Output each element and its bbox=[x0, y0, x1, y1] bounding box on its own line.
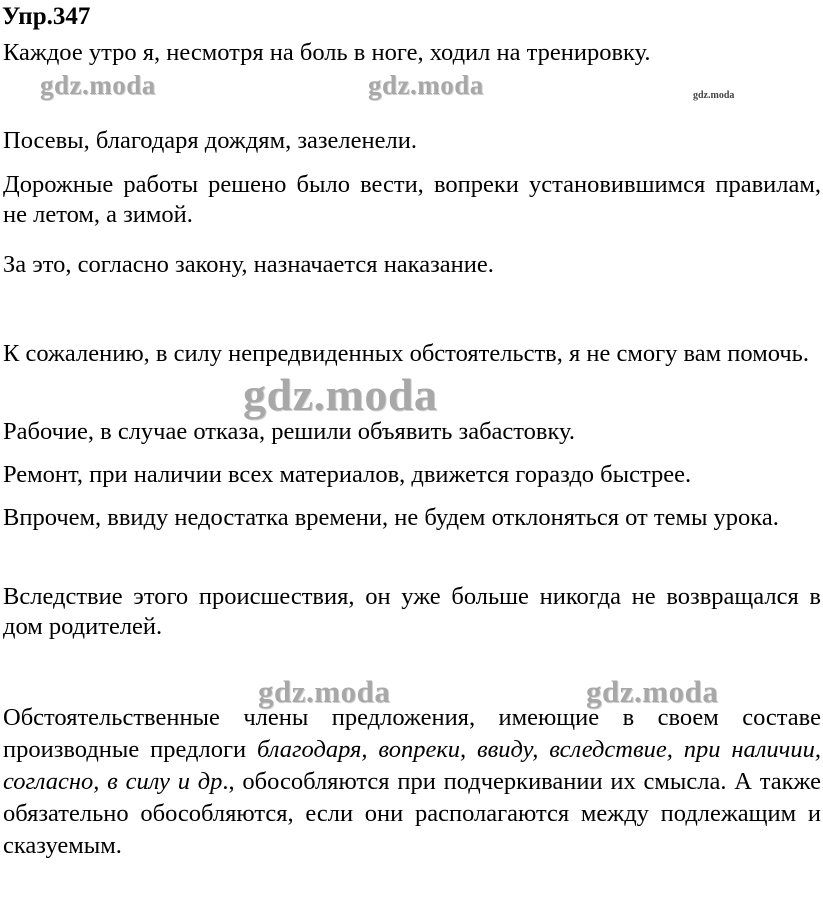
watermark: gdz.moda bbox=[243, 369, 438, 420]
rule-prepositions: благодаря, вопреки, ввиду, вследствие, при наличии, согласно, в силу и др bbox=[3, 736, 821, 795]
sentence-5: К сожалению, в силу непредвиденных обстоятельств, я не смогу вам помочь. bbox=[3, 340, 809, 367]
rule-intro: Обстоятельственные члены предложения, имеющие в своем составе производные предлоги bbox=[3, 704, 821, 763]
watermark: gdz.moda bbox=[368, 70, 484, 100]
sentence-8: Впрочем, ввиду недостатка времени, не будем отклоняться от темы урока. bbox=[3, 504, 779, 531]
rule-ending: ., обособляются при подчеркивании их смысла. А также обязательно обособляются, если они располагаются между подлежащим и сказуемым. bbox=[3, 768, 821, 859]
sentence-2: Посевы, благодаря дождям, зазеленели. bbox=[3, 127, 417, 154]
sentence-3: Дорожные работы решено было вести, вопреки установившимся правилам, не летом, а зимой. bbox=[3, 171, 821, 228]
sentence-1: Каждое утро я, несмотря на боль в ноге, ходил на тренировку. bbox=[3, 39, 651, 66]
exercise-title: Упр.347 bbox=[2, 3, 91, 30]
sentence-7: Ремонт, при наличии всех материалов, движется гораздо быстрее. bbox=[3, 461, 692, 488]
sentence-6: Рабочие, в случае отказа, решили объявить забастовку. bbox=[3, 418, 575, 445]
watermark: gdz.moda bbox=[258, 674, 391, 709]
watermark: gdz.moda bbox=[586, 674, 719, 709]
sentence-9: Вследствие этого происшествия, он уже больше никогда не возвращался в дом родителей. bbox=[3, 583, 821, 640]
rule-paragraph bbox=[3, 702, 821, 862]
watermark: gdz.moda bbox=[693, 90, 735, 101]
watermark: gdz.moda bbox=[40, 70, 156, 100]
sentence-4: За это, согласно закону, назначается наказание. bbox=[3, 251, 494, 278]
